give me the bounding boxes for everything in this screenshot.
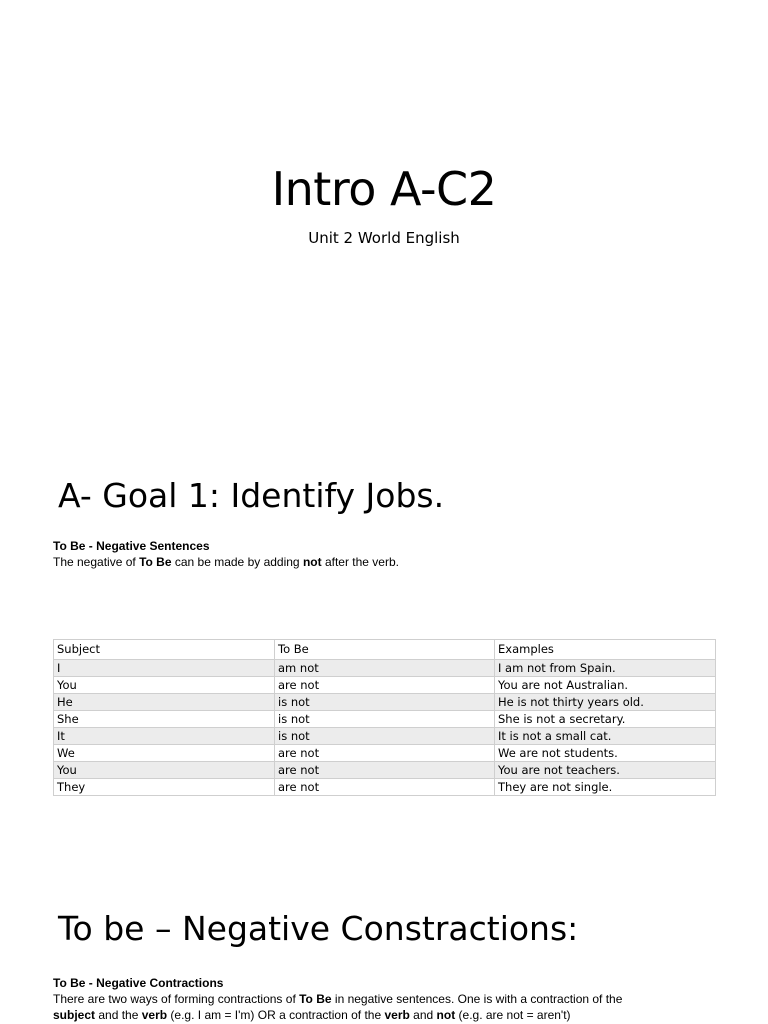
table-cell: is not (275, 711, 495, 728)
table-cell: is not (275, 728, 495, 745)
table-cell: We (54, 745, 275, 762)
table-cell: You (54, 677, 275, 694)
table-cell: are not (275, 779, 495, 796)
table-row (54, 779, 716, 796)
text-segment: (e.g. I am = I'm) OR a contraction of the (167, 1008, 385, 1022)
text-segment: in negative sentences. One is with a contraction of the (331, 992, 623, 1006)
bold-term: verb (384, 1008, 410, 1022)
table-row (54, 677, 716, 694)
text-segment: can be made by adding (171, 555, 303, 569)
table-row (54, 728, 716, 745)
page-title: Intro A-C2 (271, 162, 497, 216)
table-row (54, 660, 716, 677)
table-cell: It (54, 728, 275, 745)
table-header-cell: Subject (54, 640, 275, 660)
section-heading-goal-1: A- Goal 1: Identify Jobs. (58, 476, 445, 515)
table-cell: are not (275, 745, 495, 762)
negative-sentences-title: To Be - Negative Sentences (53, 539, 210, 553)
text-segment: and the (95, 1008, 142, 1022)
table-header-cell: Examples (495, 640, 716, 660)
text-segment: There are two ways of forming contractions of (53, 992, 300, 1006)
negative-contractions-text (53, 992, 622, 1022)
table-header-cell: To Be (275, 640, 495, 660)
negative-sentences-text (53, 555, 399, 569)
table-cell: He is not thirty years old. (495, 694, 716, 711)
table-cell: are not (275, 677, 495, 694)
table-cell: am not (275, 660, 495, 677)
table-cell: We are not students. (495, 745, 716, 762)
section-heading-negative-contractions: To be – Negative Constractions: (58, 909, 579, 948)
table-cell: I am not from Spain. (495, 660, 716, 677)
table-cell: You (54, 762, 275, 779)
negative-contractions-title: To Be - Negative Contractions (53, 976, 224, 990)
table-cell: They are not single. (495, 779, 716, 796)
table-cell: He (54, 694, 275, 711)
table-row (54, 762, 716, 779)
table-cell: You are not Australian. (495, 677, 716, 694)
table-cell: She (54, 711, 275, 728)
table-row (54, 711, 716, 728)
table-header-row (54, 640, 716, 660)
bold-term: verb (141, 1008, 168, 1022)
table-cell: It is not a small cat. (495, 728, 716, 745)
bold-term: not (302, 555, 322, 569)
to-be-negative-table (53, 639, 716, 796)
table-row (54, 694, 716, 711)
text-segment: (e.g. are not = aren't) (455, 1008, 571, 1022)
page-subtitle: Unit 2 World English (308, 229, 460, 247)
table-cell: I (54, 660, 275, 677)
table-row (54, 745, 716, 762)
table-cell: are not (275, 762, 495, 779)
bold-term: To Be (299, 992, 332, 1006)
table-cell: is not (275, 694, 495, 711)
negative-contractions-block (53, 975, 653, 1023)
table-cell: She is not a secretary. (495, 711, 716, 728)
text-segment: The negative of (53, 555, 140, 569)
bold-term: subject (53, 1008, 96, 1022)
text-segment: and (409, 1008, 437, 1022)
table-cell: You are not teachers. (495, 762, 716, 779)
negative-sentences-block (53, 538, 653, 570)
table-cell: They (54, 779, 275, 796)
bold-term: not (436, 1008, 456, 1022)
bold-term: To Be (139, 555, 172, 569)
text-segment: after the verb. (321, 555, 399, 569)
